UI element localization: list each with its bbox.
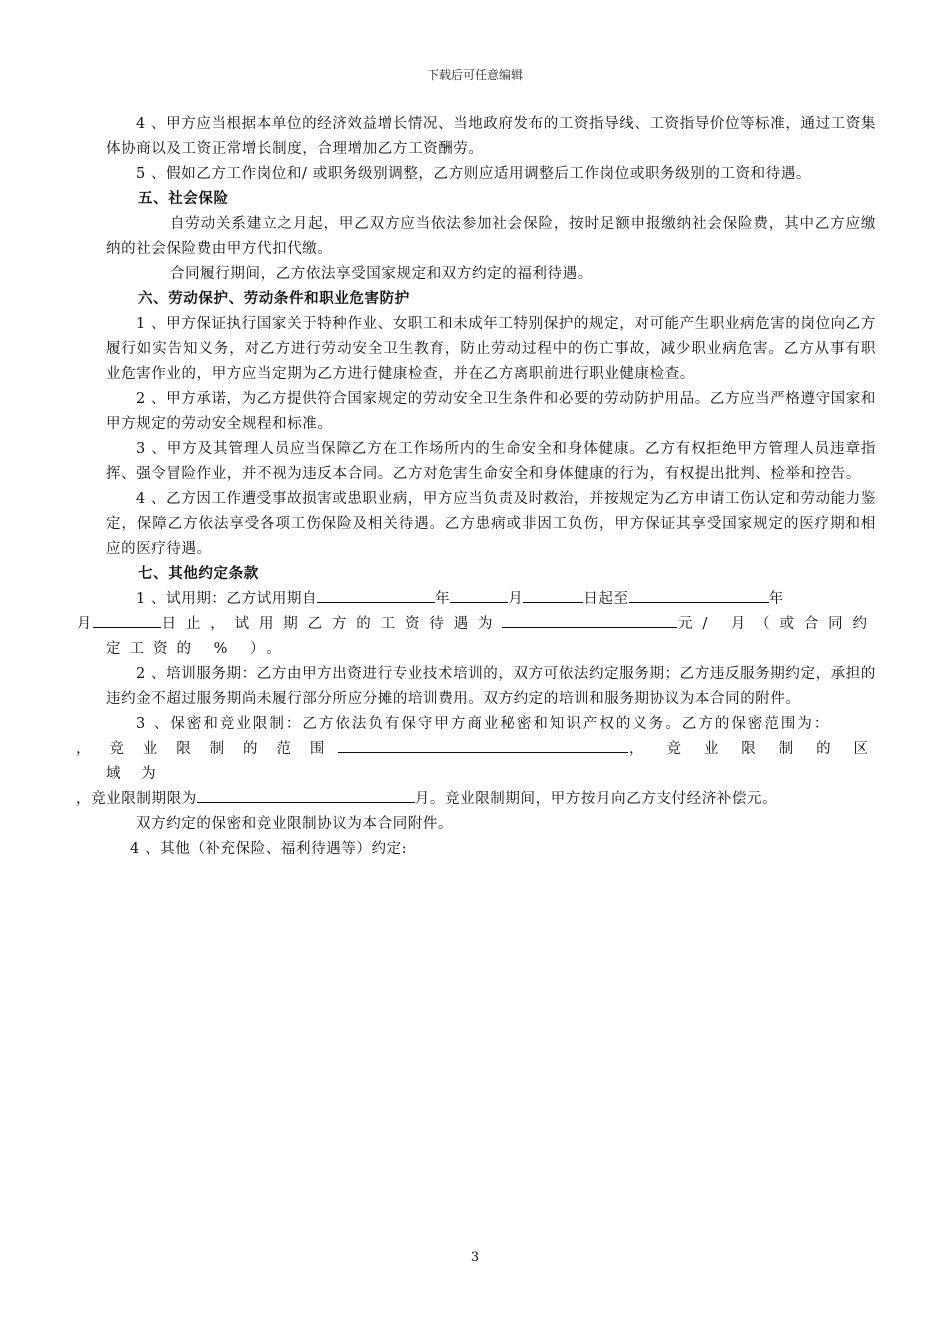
probation-wage-label: 日止，试用期乙方的工资待遇为 [160,616,503,632]
clause-probation [76,587,877,662]
probation-wage-blank[interactable] [502,612,677,628]
section-heading-social-insurance: 五、社会保险 [138,191,229,207]
clause-protection-2: 2 、甲方承诺，为乙方提供符合国家规定的劳动安全卫生条件和必要的劳动防护用品。乙方应当严格遵守国家和甲方规定的劳动安全规程和标准。 [106,391,876,432]
clause-protection-3: 3 、甲方及其管理人员应当保障乙方在工作场所内的生命安全和身体健康。乙方有权拒绝甲方管理人员违章指挥、强令冒险作业，并不视为违反本合同。乙方对危害生命安全和身体健康的行为，有权提出批判、检举和控告。 [106,441,876,482]
clause-other-agreements: 4 、其他（补充保险、福利待遇等）约定: [130,841,408,857]
clause-agreement-attachment: 双方约定的保密和竞业限制协议为本合同附件。 [136,816,454,832]
probation-start-year-blank[interactable] [317,587,435,603]
section-heading-labor-protection: 六、劳动保护、劳动条件和职业危害防护 [138,291,410,307]
page-header: 下载后可任意编辑 [426,68,523,82]
clause-protection-4: 4 、乙方因工作遭受事故损害或患职业病，甲方应当负责及时救治，并按规定为乙方申请工伤认定和劳动能力鉴定，保障乙方依法享受各项工伤保险及相关待遇。乙方患病或非因工负伤，甲方保证其享受国家规定的医疗期和相应的医疗待遇。 [106,491,876,557]
page-number: 3 [470,1250,480,1265]
document-body [76,112,877,862]
day-from-label: 日起至 [583,591,629,607]
noncompete-compensation-label: 月。竞业限制期间，甲方按月向乙方支付经济补偿元。 [414,791,778,807]
noncompete-region-label: ， 竞 业 限 制 的 区 域 为 [106,741,877,782]
clause-wage-increase: 4 、甲方应当根据本单位的经济效益增长情况、当地政府发布的工资指导线、工资指导价位等标准，通过工资集体协商以及工资正常增长制度，合理增加乙方工资酬劳。 [106,116,876,157]
month-label-2: 月 [76,616,93,632]
year-label: 年 [435,591,451,607]
month-label: 月 [508,591,524,607]
noncompete-scope-blank[interactable] [338,737,628,753]
probation-label: 1 、试用期：乙方试用期自 [136,591,318,607]
probation-end-year-blank[interactable] [629,587,769,603]
section-heading-other-terms: 七、其他约定条款 [138,566,259,582]
noncompete-period-label: ，竞业限制期限为 [76,791,197,807]
noncompete-scope-label: ， 竞 业 限 制 的 范 围 [76,741,332,757]
probation-start-month-blank[interactable] [450,587,508,603]
probation-start-day-blank[interactable] [523,587,583,603]
confidentiality-label: 3 、保密和竞业限制：乙方依法负有保守甲方商业秘密和知识产权的义务。乙方的保密范围为： [136,716,831,732]
probation-end-day-blank[interactable] [93,612,161,628]
clause-position-change: 5 、假如乙方工作岗位和/ 或职务级别调整，乙方则应适用调整后工作岗位或职务级别的工资和待遇。 [136,166,812,182]
noncompete-period-blank[interactable] [197,787,415,803]
clause-protection-1: 1 、甲方保证执行国家关于特种作业、女职工和未成年工特别保护的规定，对可能产生职业病危害的岗位向乙方履行如实告知义务，对乙方进行劳动安全卫生教育，防止劳动过程中的伤亡事故，减少职业病危害。乙方从事有职业危害作业的，甲方应当定期为乙方进行健康检查，并在乙方离职前进行职业健康检查。 [106,316,876,382]
clause-training-service: 2 、培训服务期：乙方由甲方出资进行专业技术培训的，双方可依法约定服务期；乙方违反服务期约定，承担的违约金不超过服务期尚未履行部分所应分摊的培训费用。双方约定的培训和服务期协议为本合同的附件。 [106,666,876,707]
probation-wage-unit: 元/ 月（或合同约定工资的 % ）。 [106,616,877,657]
clause-confidentiality [76,712,877,812]
clause-welfare: 合同履行期间，乙方依法享受国家规定和双方约定的福利待遇。 [170,266,593,282]
clause-social-insurance: 自劳动关系建立之月起，甲乙双方应当依法参加社会保险，按时足额申报缴纳社会保险费，其中乙方应缴纳的社会保险费由甲方代扣代缴。 [106,216,876,257]
year-label-2: 年 [768,591,784,607]
